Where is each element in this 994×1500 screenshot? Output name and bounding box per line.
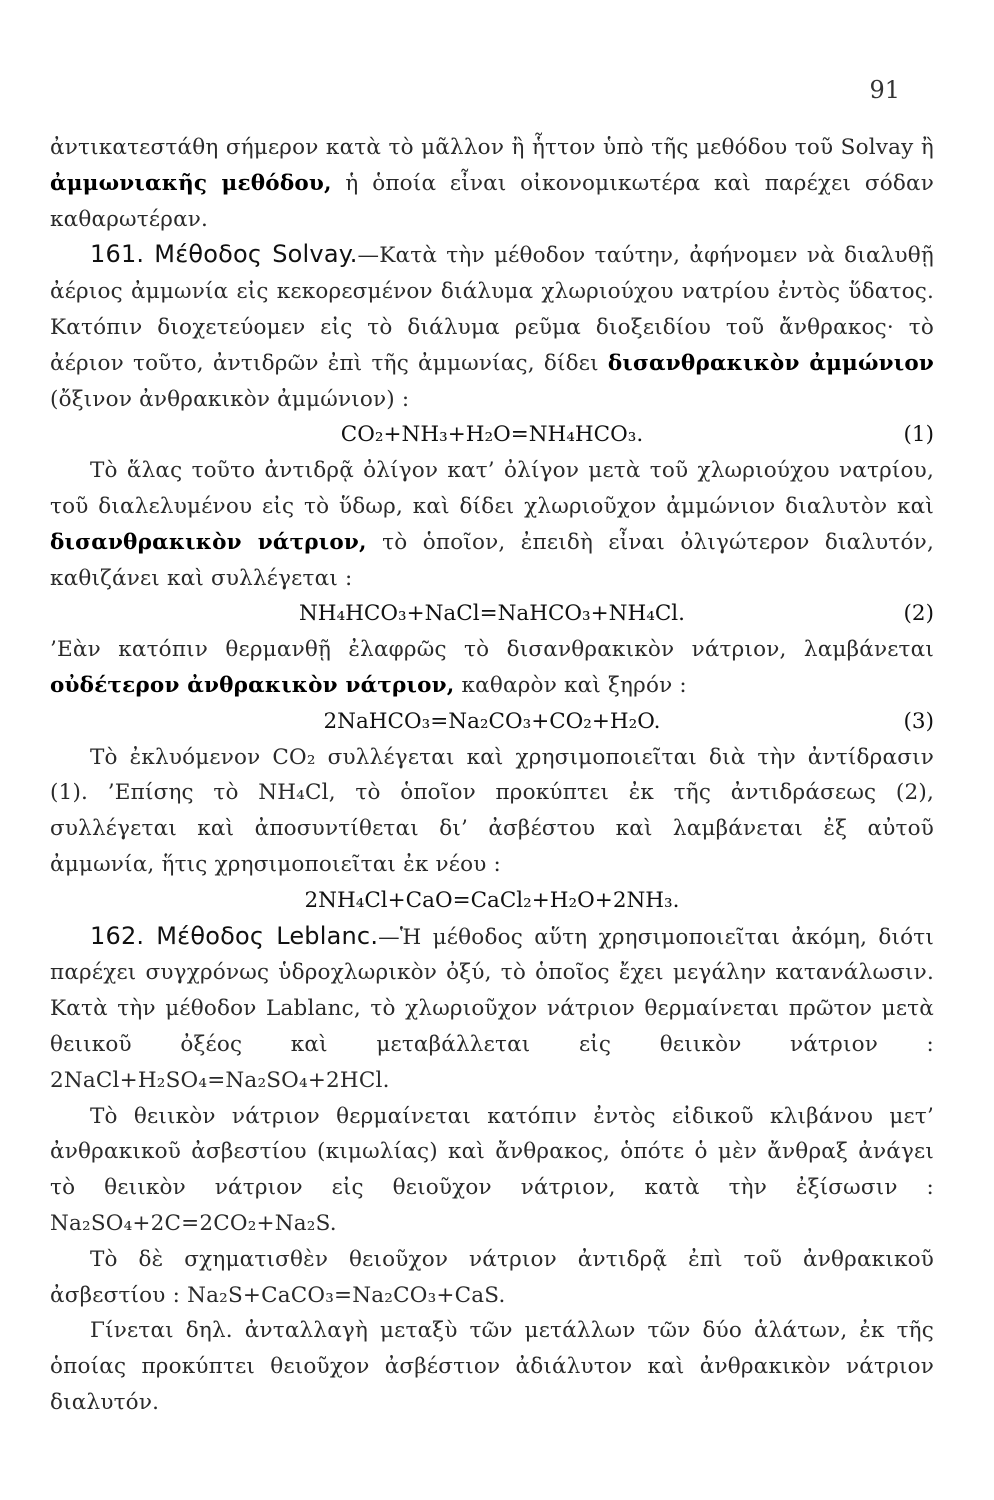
equation-3-number: (3) — [903, 708, 934, 734]
equation-1 — [50, 417, 934, 453]
intro-paragraph — [50, 130, 934, 237]
section-161-paragraph — [50, 237, 934, 417]
paragraph-3-text-end: καθαρὸν καὶ ξηρόν : — [454, 672, 687, 698]
intro-text-end: ἡ ὁποία εἶναι οἰκονομικωτέρα καὶ παρέχει σόδαν καθαρωτέραν. — [50, 170, 934, 232]
equation-3 — [50, 704, 934, 740]
equation-4-formula: 2NH₄Cl+CaO=CaCl₂+H₂O+2NH₃. — [304, 887, 680, 913]
section-161-text-end: (ὄξινον ἀνθρακικὸν ἀμμώνιον) : — [50, 386, 410, 412]
section-162-heading: 162. Μέθοδος Leblanc. — [90, 921, 379, 950]
intro-bold: ἀμμωνιακῆς μεθόδου, — [50, 170, 332, 196]
section-161-heading: 161. Μέθοδος Solvay. — [90, 240, 358, 269]
equation-2-number: (2) — [903, 601, 934, 627]
page-number: 91 — [869, 76, 900, 104]
section-162-paragraph-3: Τὸ δὲ σχηματισθὲν θειοῦχον νάτριον ἀντιδρᾷ ἐπὶ τοῦ ἀνθρακικοῦ ἀσβεστίου : Na₂S+CaCO₃=Na₂CO₃+CaS. — [50, 1246, 934, 1308]
section-162-text: —Ἡ μέθοδος αὕτη χρησιμοποιεῖται ἀκόμη, διότι παρέχει συγχρόνως ὑδροχλωρικὸν ὀξύ, τὸ ὁποῖος ἔχει μεγάλην κατανάλωσιν. Κατὰ τὴν μέθοδον Lablanc, τὸ χλωριοῦχον νάτριον θερμαίνεται πρῶτον μετὰ θειικοῦ ὀξέος καὶ μεταβάλλεται εἰς θειικὸν νάτριον : 2NaCl+H₂SO₄=Na₂SO₄+2HCl. — [50, 924, 934, 1093]
equation-2 — [50, 596, 934, 632]
page-body — [50, 130, 934, 1421]
paragraph-2-bold: δισανθρακικὸν νάτριον, — [50, 529, 367, 555]
section-161-text: —Κατὰ τὴν μέθοδον ταύτην, ἀφήνομεν νὰ διαλυθῇ ἀέριος ἀμμωνία εἰς κεκορεσμένον διάλυμα χλωριούχου νατρίου ἐντὸς ὕδατος. Κατόπιν διοχετεύομεν εἰς τὸ διάλυμα ρεῦμα διοξειδίου τοῦ ἄνθρακος· τὸ ἀέριον τοῦτο, ἀντιδρῶν ἐπὶ τῆς ἀμμωνίας, δίδει — [50, 243, 934, 376]
section-162-paragraph-4: Γίνεται δηλ. ἀνταλλαγὴ μεταξὺ τῶν μετάλλων τῶν δύο ἁλάτων, ἐκ τῆς ὁποίας προκύπτει θειοῦχον ἀσβέστιον ἀδιάλυτον καὶ ἀνθρακικὸν νάτριον διαλυτόν. — [50, 1318, 934, 1415]
equation-4 — [50, 883, 934, 919]
section-161-bold: δισανθρακικὸν ἀμμώνιον — [607, 350, 934, 376]
paragraph-2-text-end: τὸ ὁποῖον, ἐπειδὴ εἶναι ὀλιγώτερον διαλυτόν, καθιζάνει καὶ συλλέγεται : — [50, 529, 934, 591]
section-161-paragraph-2 — [50, 453, 934, 596]
equation-1-number: (1) — [903, 422, 934, 448]
equation-3-formula: 2NaHCO₃=Na₂CO₃+CO₂+H₂O. — [323, 708, 661, 734]
section-162-paragraph-2: Τὸ θειικὸν νάτριον θερμαίνεται κατόπιν ἐντὸς εἰδικοῦ κλιβάνου μετ’ ἀνθρακικοῦ ἀσβεστίου (κιμωλίας) καὶ ἄνθρακος, ὁπότε ὁ μὲν ἄνθραξ ἀνάγει τὸ θειικὸν νάτριον εἰς θειοῦχον νάτριον, κατὰ τὴν ἐξίσωσιν : Na₂SO₄+2C=2CO₂+Na₂S. — [50, 1103, 934, 1236]
paragraph-2-text: Τὸ ἅλας τοῦτο ἀντιδρᾷ ὀλίγον κατ’ ὀλίγον μετὰ τοῦ χλωριούχου νατρίου, τοῦ διαλελυμένου εἰς τὸ ὕδωρ, καὶ δίδει χλωριοῦχον ἀμμώνιον διαλυτὸν καὶ — [50, 458, 934, 519]
section-161-paragraph-3 — [50, 632, 934, 704]
paragraph-3-bold: οὐδέτερον ἀνθρακικὸν νάτριον, — [50, 672, 455, 698]
equation-2-formula: NH₄HCO₃+NaCl=NaHCO₃+NH₄Cl. — [298, 601, 686, 627]
intro-text: ἀντικατεστάθη σήμερον κατὰ τὸ μᾶλλον ἢ ἧττον ὑπὸ τῆς μεθόδου τοῦ Solvay ἢ — [50, 135, 934, 160]
section-161-paragraph-4: Τὸ ἐκλυόμενον CO₂ συλλέγεται καὶ χρησιμοποιεῖται διὰ τὴν ἀντίδρασιν (1). ’Επίσης τὸ NH₄Cl, τὸ ὁποῖον προκύπτει ἐκ τῆς ἀντιδράσεως (2), συλλέγεται καὶ ἀποσυντίθεται δι’ ἀσβέστου καὶ λαμβάνεται ἐξ αὐτοῦ ἀμμωνία, ἥτις χρησιμοποιεῖται ἐκ νέου : — [50, 744, 934, 877]
equation-1-formula: CO₂+NH₃+H₂O=NH₄HCO₃. — [340, 422, 644, 448]
paragraph-3-text: ’Εὰν κατόπιν θερμανθῇ ἐλαφρῶς τὸ δισανθρακικὸν νάτριον, λαμβάνεται — [50, 637, 934, 663]
section-162-paragraph — [50, 919, 934, 1099]
